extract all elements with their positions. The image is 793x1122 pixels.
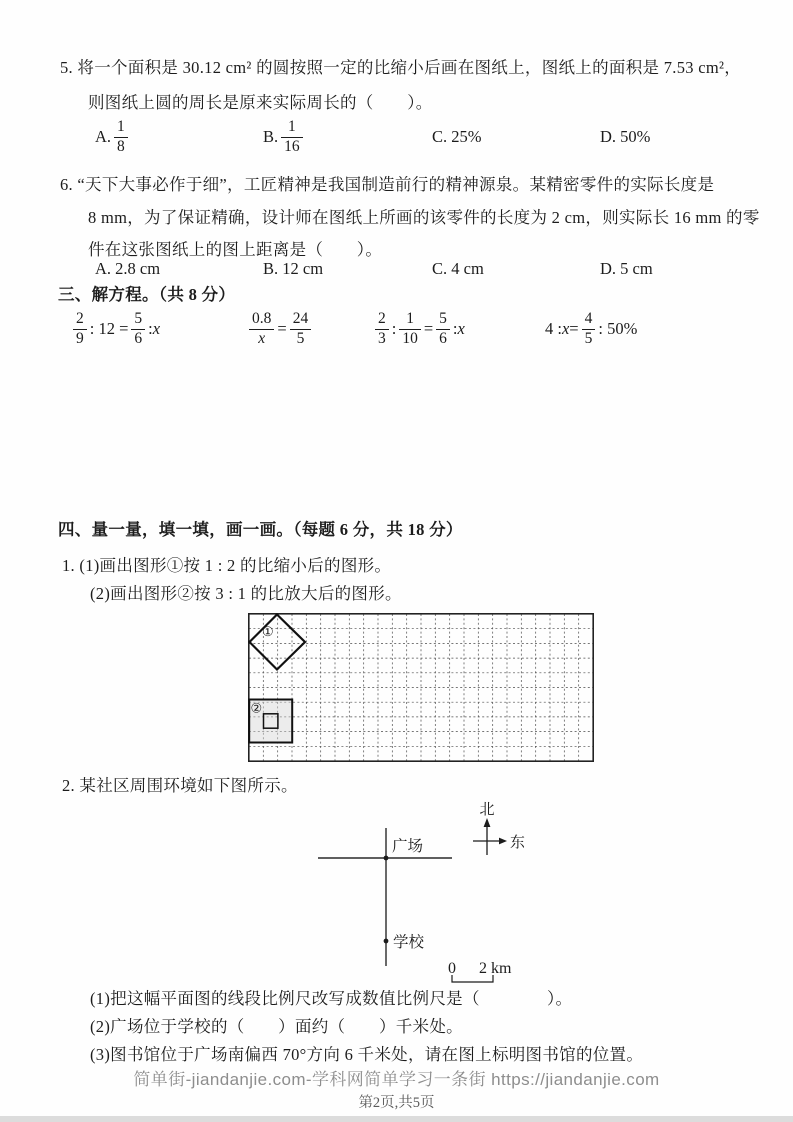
- equation-text: :: [148, 319, 153, 338]
- school-label: 学校: [393, 934, 425, 951]
- equation-text: x: [152, 319, 161, 338]
- scan-edge-band: [0, 1116, 793, 1122]
- fraction: $\frac{24}{5}$: [290, 311, 312, 347]
- question-5-option-d: [600, 118, 650, 156]
- map-scale-bar: [448, 960, 512, 982]
- question-6-line-1: 6. “天下大事必作于细”，工匠精神是我国制造前行的精神源泉。某精密零件的实际长度是: [60, 175, 715, 194]
- community-map-figure: [300, 798, 550, 993]
- fraction: $\frac{0.8}{x}$: [249, 311, 274, 347]
- equation-text: :: [391, 319, 397, 338]
- question-5-option-b: [263, 118, 306, 156]
- equation-text: : 12 =: [89, 319, 129, 338]
- equation-text: D. 5 cm: [600, 259, 653, 278]
- fraction: $\frac{1}{10}$: [399, 311, 421, 347]
- compass-north-arrowhead-icon: [484, 818, 491, 827]
- question-5-line-1: 5. 将一个面积是 30.12 cm² 的圆按照一定的比缩小后画在图纸上，图纸上的面积是 7.53 cm²，: [60, 58, 742, 77]
- compass-east-arrowhead-icon: [499, 838, 507, 845]
- compass-east-label: 东: [510, 835, 526, 851]
- equation-1: [70, 306, 160, 352]
- grid-diamond-shape: [250, 615, 306, 670]
- grid-figure: [248, 613, 594, 762]
- equation-text: A. 2.8 cm: [95, 259, 161, 278]
- fraction: $\frac{1}{16}$: [281, 119, 303, 155]
- question-5-option-c: [432, 118, 482, 156]
- item-1-line-1: 1. (1)画出图形①按 1 : 2 的比缩小后的图形。: [62, 556, 392, 575]
- fraction: $\frac{4}{5}$: [582, 311, 596, 347]
- fraction: $\frac{5}{6}$: [436, 311, 450, 347]
- equation-2: [246, 306, 314, 352]
- question-5-option-a: [95, 118, 131, 156]
- equation-text: : 50%: [598, 319, 638, 338]
- item-2-sub-3: (3)图书馆位于广场南偏西 70°方向 6 千米处，请在图上标明图书馆的位置。: [90, 1045, 644, 1064]
- fraction: $\frac{1}{8}$: [114, 119, 128, 155]
- equation-text: D. 50%: [600, 127, 651, 146]
- equation-text: =: [569, 319, 579, 338]
- item-2-line: 2. 某社区周围环境如下图所示。: [62, 776, 298, 795]
- compass-north-label: 北: [479, 802, 495, 818]
- question-6-line-3: 件在这张图纸上的图上距离是（ ）。: [88, 240, 383, 259]
- shape-1-label: ①: [262, 624, 274, 639]
- question-6-option-c: [432, 255, 484, 283]
- equation-text: =: [277, 319, 287, 338]
- item-2-sub-1: (1)把这幅平面图的线段比例尺改写成数值比例尺是（ ）。: [90, 989, 573, 1008]
- school-point: [384, 939, 389, 944]
- grid-lines: [249, 614, 593, 761]
- shape-2-label: ②: [250, 700, 263, 716]
- fraction: $\frac{2}{3}$: [375, 311, 389, 347]
- section-3-heading: 三、解方程。（共 8 分）: [58, 285, 236, 304]
- item-2-sub-2: (2)广场位于学校的（ ）面约（ ）千米处。: [90, 1017, 463, 1036]
- equation-text: B. 12 cm: [263, 259, 324, 278]
- question-6-line-2: 8 mm，为了保证精确，设计师在图纸上所画的该零件的长度为 2 cm，则实际长 16 mm 的零: [88, 208, 760, 227]
- equation-3: [372, 306, 465, 352]
- page-number: 第2页,共5页: [358, 1095, 435, 1111]
- question-6-option-d: [600, 255, 653, 283]
- plaza-point: [384, 856, 389, 861]
- question-6-option-a: [95, 255, 160, 283]
- equation-4: [545, 306, 637, 352]
- equation-text: 4 :: [545, 319, 562, 338]
- equation-text: :: [452, 319, 458, 338]
- section-4-heading: 四、量一量，填一填，画一画。（每题 6 分，共 18 分）: [58, 520, 463, 539]
- question-5-line-2: 则图纸上圆的周长是原来实际周长的（ ）。: [88, 93, 433, 112]
- scale-distance-label: 2 km: [479, 960, 512, 977]
- equation-text: B.: [263, 127, 279, 146]
- equation-text: A.: [95, 127, 112, 146]
- equation-text: C. 4 cm: [432, 259, 484, 278]
- plaza-label: 广场: [392, 838, 424, 855]
- question-6-option-b: [263, 255, 323, 283]
- equation-text: x: [457, 319, 465, 338]
- scale-zero-label: 0: [448, 960, 456, 977]
- fraction: $\frac{5}{6}$: [131, 311, 145, 347]
- compass: [473, 801, 525, 855]
- item-1-line-2: (2)画出图形②按 3 : 1 的比放大后的图形。: [90, 584, 402, 603]
- equation-text: x: [561, 319, 570, 338]
- footer-watermark: 简单街-jiandanjie.com-学科网简单学习一条街 https://jiandanjie.com: [133, 1070, 660, 1089]
- equation-text: C. 25%: [432, 127, 482, 146]
- fraction: $\frac{2}{9}$: [73, 311, 87, 347]
- equation-text: =: [423, 319, 434, 338]
